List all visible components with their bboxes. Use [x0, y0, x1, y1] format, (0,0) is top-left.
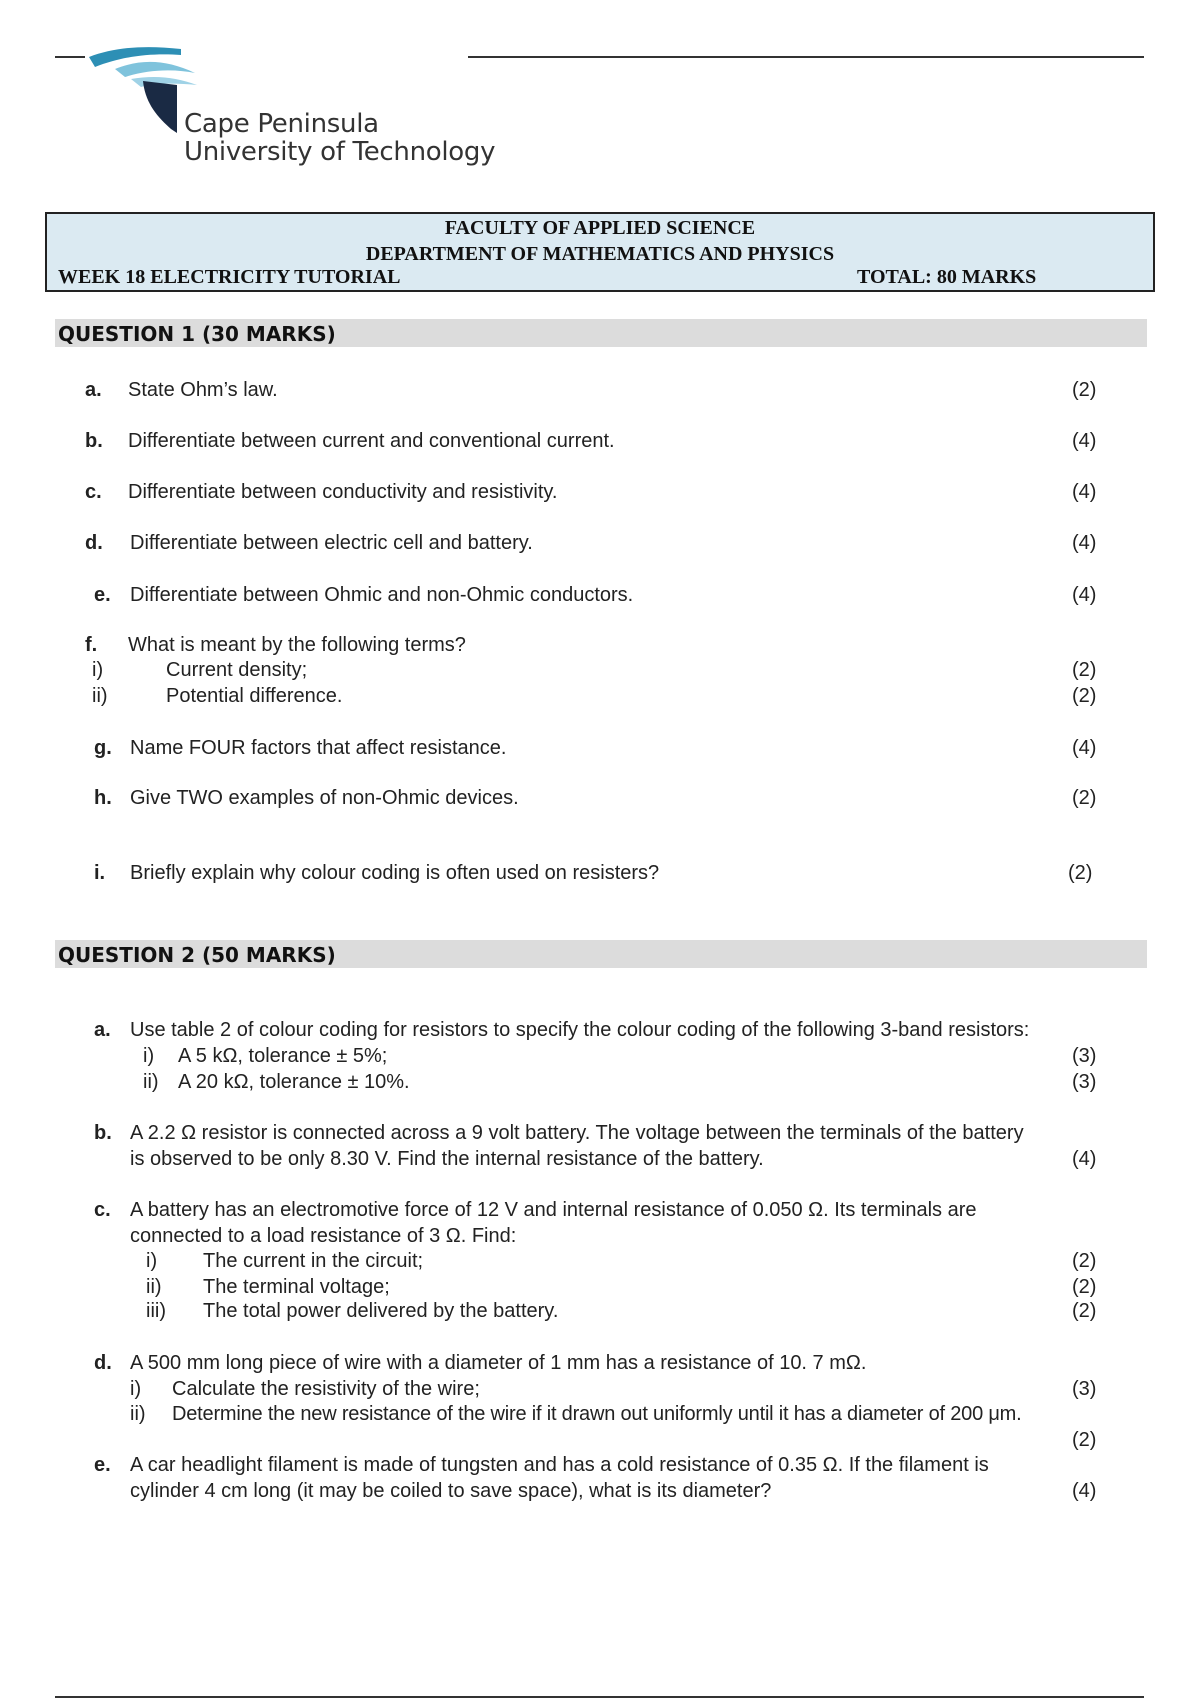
sub-label: iii) — [146, 1300, 166, 1322]
item-text: What is meant by the following terms? — [128, 634, 466, 656]
item-marks: (2) — [1068, 862, 1093, 884]
item-label: b. — [85, 430, 103, 452]
item-text: Use table 2 of colour coding for resistors to specify the colour coding of the following 3-band resistors: — [130, 1019, 1030, 1041]
sub-label: ii) — [146, 1276, 162, 1298]
item-label: g. — [94, 737, 112, 759]
item-label: h. — [94, 787, 112, 809]
item-text: Differentiate between Ohmic and non-Ohmic conductors. — [130, 584, 634, 606]
sub-label: i) — [92, 659, 104, 681]
item-marks: (4) — [1072, 737, 1097, 759]
sub-label: i) — [146, 1250, 158, 1272]
item-label: c. — [94, 1199, 111, 1221]
sub-marks: (2) — [1072, 659, 1097, 681]
item-marks: (4) — [1072, 1480, 1097, 1502]
item-label: d. — [94, 1352, 112, 1374]
department-title: DEPARTMENT OF MATHEMATICS AND PHYSICS — [365, 243, 835, 265]
sub-label: ii) — [143, 1071, 159, 1093]
sub-marks: (3) — [1072, 1071, 1097, 1093]
sub-label: ii) — [130, 1403, 146, 1425]
item-text: A 500 mm long piece of wire with a diameter of 1 mm has a resistance of 10. 7 mΩ. — [130, 1352, 867, 1374]
question-2-heading: QUESTION 2 (50 MARKS) — [55, 940, 1147, 968]
item-marks: (4) — [1072, 430, 1097, 452]
item-label: b. — [94, 1122, 112, 1144]
item-text-line-2: is observed to be only 8.30 V. Find the internal resistance of the battery. — [130, 1148, 764, 1170]
sub-marks: (2) — [1072, 685, 1097, 707]
item-text-line-2: cylinder 4 cm long (it may be coiled to save space), what is its diameter? — [130, 1480, 772, 1502]
item-text-line-1: A 2.2 Ω resistor is connected across a 9 volt battery. The voltage between the terminals of the battery — [130, 1122, 1024, 1144]
sub-marks: (3) — [1072, 1378, 1097, 1400]
sub-marks: (2) — [1072, 1276, 1097, 1298]
sub-text: Calculate the resistivity of the wire; — [172, 1378, 480, 1400]
item-marks: (2) — [1072, 787, 1097, 809]
item-text-line-1: A car headlight filament is made of tungsten and has a cold resistance of 0.35 Ω. If the filament is — [130, 1454, 989, 1476]
sub-label: i) — [143, 1045, 155, 1067]
item-text: Give TWO examples of non-Ohmic devices. — [130, 787, 519, 809]
sub-text: The total power delivered by the battery. — [203, 1300, 559, 1322]
item-marks: (4) — [1072, 532, 1097, 554]
faculty-header — [45, 212, 1155, 292]
item-text: Differentiate between conductivity and resistivity. — [128, 481, 558, 503]
sub-text: Determine the new resistance of the wire if it drawn out uniformly until it has a diameter of 200 μm. — [172, 1403, 1022, 1425]
item-marks: (4) — [1072, 1148, 1097, 1170]
item-label: d. — [85, 532, 103, 554]
logo-line-1: Cape Peninsula — [184, 109, 379, 139]
sub-text: The terminal voltage; — [203, 1276, 390, 1298]
sub-marks: (2) — [1072, 1300, 1097, 1322]
top-rule-right — [468, 56, 1144, 58]
item-marks: (4) — [1072, 481, 1097, 503]
faculty-title: FACULTY OF APPLIED SCIENCE — [444, 217, 756, 239]
item-label: a. — [85, 379, 102, 401]
item-label: c. — [85, 481, 102, 503]
sub-label: ii) — [92, 685, 108, 707]
question-1-heading: QUESTION 1 (30 MARKS) — [55, 319, 1147, 347]
sub-text: A 5 kΩ, tolerance ± 5%; — [178, 1045, 388, 1067]
sub-marks: (2) — [1072, 1429, 1097, 1451]
sub-text: A 20 kΩ, tolerance ± 10%. — [178, 1071, 410, 1093]
sub-marks: (3) — [1072, 1045, 1097, 1067]
sub-text: The current in the circuit; — [203, 1250, 424, 1272]
item-label: e. — [94, 1454, 111, 1476]
item-text: Briefly explain why colour coding is often used on resisters? — [130, 862, 660, 884]
sub-label: i) — [130, 1378, 142, 1400]
item-label: e. — [94, 584, 111, 606]
total-marks: TOTAL: 80 MARKS — [857, 266, 1037, 288]
item-text-line-1: A battery has an electromotive force of 12 V and internal resistance of 0.050 Ω. Its terminals are — [130, 1199, 977, 1221]
item-text: Differentiate between electric cell and battery. — [130, 532, 533, 554]
item-text: Differentiate between current and conventional current. — [128, 430, 615, 452]
item-label: f. — [85, 634, 98, 656]
item-label: a. — [94, 1019, 111, 1041]
sub-text: Current density; — [166, 659, 308, 681]
tutorial-title: WEEK 18 ELECTRICITY TUTORIAL — [58, 266, 401, 288]
sub-text: Potential difference. — [166, 685, 343, 707]
bottom-rule — [55, 1696, 1144, 1698]
logo-line-2: University of Technology — [184, 137, 496, 167]
item-label: i. — [94, 862, 106, 884]
item-marks: (2) — [1072, 379, 1097, 401]
item-marks: (4) — [1072, 584, 1097, 606]
sub-marks: (2) — [1072, 1250, 1097, 1272]
item-text-line-2: connected to a load resistance of 3 Ω. Find: — [130, 1225, 517, 1247]
item-text: Name FOUR factors that affect resistance. — [130, 737, 507, 759]
item-text: State Ohm’s law. — [128, 379, 278, 401]
